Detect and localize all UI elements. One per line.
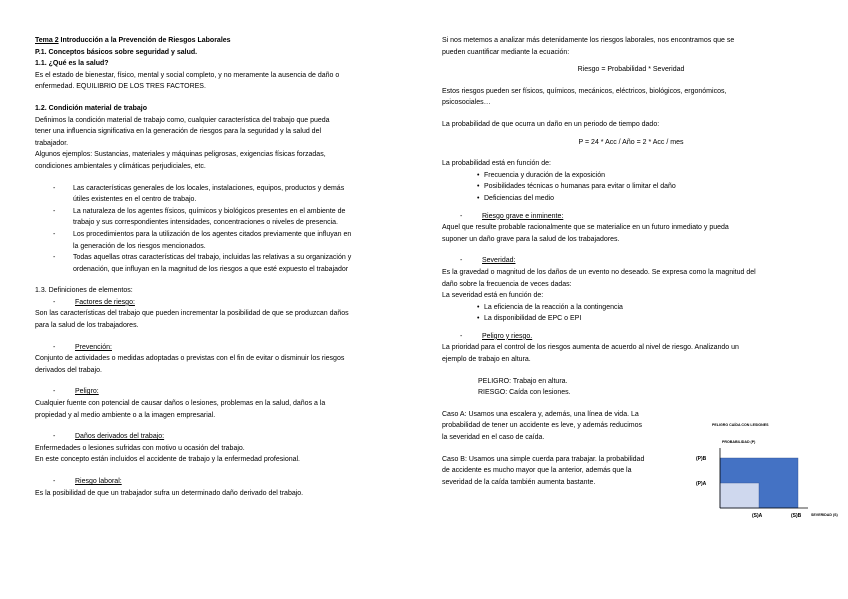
x-tick-label: (S)A	[752, 513, 763, 519]
text-line: En este concepto están incluidos el accidente de trabajo y la enfermedad profesional.	[35, 456, 301, 464]
text-line: Son las características del trabajo que pueden incrementar la posibilidad de que se produzcan daños	[35, 310, 349, 318]
text-line: La probabilidad está en función de:	[442, 160, 551, 168]
definition-title: - Peligro:	[35, 386, 410, 398]
definition-title: - Prevención:	[35, 342, 410, 354]
text-line: La probabilidad de que ocurra un daño en un periodo de tiempo dado:	[442, 120, 660, 128]
peligro-line: PELIGRO: Trabajo en altura.	[478, 377, 568, 385]
text-line: Caso A: Usamos una escalera y, además, una línea de vida. La	[442, 410, 639, 418]
text-line: Es el estado de bienestar, físico, mental y social completo, y no meramente la ausencia de daño o	[35, 71, 340, 79]
left-column	[35, 35, 410, 499]
text-line: daño sobre la frecuencia de veces dadas:	[442, 280, 572, 288]
title-text: Introducción a la Prevención de Riesgos Laborales	[58, 37, 231, 44]
list-item-text: útiles existentes en el centro de trabajo.	[73, 196, 197, 204]
definition-title: - Severidad:	[442, 255, 820, 267]
list-item-text: Las características generales de los locales, instalaciones, equipos, productos y demás	[73, 184, 345, 192]
text-line: pueden cuantificar mediante la ecuación:	[442, 48, 570, 56]
text-line: psicosociales…	[442, 99, 491, 107]
text-line: enfermedad. EQUILIBRIO DE LOS TRES FACTORES.	[35, 83, 206, 91]
list-item-text: la generación de los riesgos mencionados.	[73, 242, 206, 250]
riesgo-line: RIESGO: Caída con lesiones.	[478, 389, 571, 397]
text-line: para la salud de los trabajadores.	[35, 322, 139, 330]
bullet-item: • La eficiencia de la reacción a la contingencia	[442, 302, 820, 314]
definition-title: - Daños derivados del trabajo:	[35, 431, 410, 443]
x-axis-label: SEVERIDAD (S)	[811, 513, 838, 517]
definition-title: - Riesgo laboral:	[35, 476, 410, 488]
text-line: suponer un daño grave para la salud de los trabajadores.	[442, 235, 620, 243]
list-item-text: ordenación, que influyan en la magnitud de los riesgos a que esté expuesto el trabajador	[73, 265, 349, 273]
text-line: La prioridad para el control de los riesgos aumenta de acuerdo al nivel de riesgo. Analizando un	[442, 344, 739, 352]
document-title	[35, 35, 410, 47]
text-line: trabajador.	[35, 139, 69, 147]
section-p1: P.1. Conceptos básicos sobre seguridad y salud.	[35, 48, 198, 56]
y-tick-label: (P)A	[696, 481, 707, 487]
bullet-item: • Posibilidades técnicas o humanas para evitar o limitar el daño	[442, 181, 820, 193]
text-line: Es la gravedad o magnitud de los daños de un evento no deseado. Se expresa como la magnitud del	[442, 268, 756, 276]
list-item	[35, 206, 410, 229]
text-line: Si nos metemos a analizar más detenidamente los riesgos laborales, nos encontramos que se	[442, 37, 735, 44]
list-item-text: La naturaleza de los agentes físicos, químicos y biológicos presentes en el ambiente de	[73, 207, 346, 215]
text-line: propiedad y al medio ambiente o a la imagen empresarial.	[35, 411, 216, 419]
text-line: Caso B: Usamos una simple cuerda para trabajar. la probabilidad	[442, 455, 645, 463]
text-line: severidad de la caída también aumenta bastante.	[442, 478, 596, 486]
text-line: Algunos ejemplos: Sustancias, materiales y máquinas peligrosas, exigencias físicas forzadas,	[35, 151, 326, 159]
definition-title: - Factores de riesgo:	[35, 297, 410, 309]
text-line: Aquel que resulte probable racionalmente que se materialice en un futuro inmediato y pueda	[442, 224, 729, 232]
section-1-1: 1.1. ¿Qué es la salud?	[35, 60, 109, 68]
chart-area-caso-a	[720, 483, 759, 508]
text-line: La severidad está en función de:	[442, 292, 544, 300]
list-item-text: trabajo y sus correspondientes intensidades, concentraciones o niveles de presencia.	[73, 219, 338, 227]
bullet-item: • Frecuencia y duración de la exposición	[442, 170, 820, 182]
text-line: tener una influencia significativa en la generación de riesgos para la seguridad y la salud del	[35, 128, 322, 136]
text-line: Enfermedades o lesiones sufridas con motivo u ocasión del trabajo.	[35, 444, 245, 452]
text-line: Conjunto de actividades o medidas adoptadas o previstas con el fin de evitar o disminuir los riesgos	[35, 355, 345, 363]
risk-chart	[690, 420, 838, 525]
text-line: Definimos la condición material de trabajo como, cualquier característica del trabajo que pueda	[35, 116, 330, 124]
y-axis-label: PROBABILIDAD (P)	[722, 440, 756, 444]
list-item	[35, 183, 410, 206]
text-line: de accidente es mucho mayor que la anterior, además que la	[442, 467, 632, 475]
text-line: ejemplo de trabajo en altura.	[442, 356, 531, 364]
list-item-text: Los procedimientos para la utilización de los agentes citados previamente que influyan en	[73, 230, 352, 238]
text-line: derivados del trabajo.	[35, 366, 102, 374]
text-line: probabilidad de tener un accidente es leve, y además reducimos	[442, 422, 643, 430]
title-tema: Tema 2	[35, 37, 59, 44]
definition-title: - Riesgo grave e inminente:	[442, 211, 820, 223]
text-line: Cualquier fuente con potencial de causar daños o lesiones, problemas en la salud, daños a la	[35, 400, 326, 408]
list-item-text: Todas aquellas otras características del trabajo, incluidas las relativas a su organización y	[73, 254, 352, 262]
equation-probability: P = 24 * Acc / Año = 2 * Acc / mes	[578, 138, 684, 146]
equation-risk: Riesgo = Probabilidad * Severidad	[577, 66, 685, 74]
bullet-item: • Deficiencias del medio	[442, 193, 820, 205]
definition-title: - Peligro y riesgo.	[442, 331, 820, 343]
section-1-2: 1.2. Condición material de trabajo	[35, 104, 148, 112]
text-line: la severidad en el caso de caída.	[442, 434, 545, 442]
chart-title: PELIGRO CAÍDA CON LESIONES	[712, 423, 769, 427]
bullet-item: • La disponibilidad de EPC o EPI	[442, 313, 820, 325]
x-tick-label: (S)B	[791, 513, 802, 519]
list-item	[35, 252, 410, 275]
y-tick-label: (P)B	[696, 456, 707, 462]
section-1-3: 1.3. Definiciones de elementos:	[35, 287, 133, 295]
text-line: condiciones ambientales y climáticas perjudiciales, etc.	[35, 162, 206, 170]
text-line: Estos riesgos pueden ser físicos, químicos, mecánicos, eléctricos, biológicos, ergonómicos,	[442, 87, 727, 95]
list-item	[35, 229, 410, 252]
text-line: Es la posibilidad de que un trabajador sufra un determinado daño derivado del trabajo.	[35, 489, 304, 497]
